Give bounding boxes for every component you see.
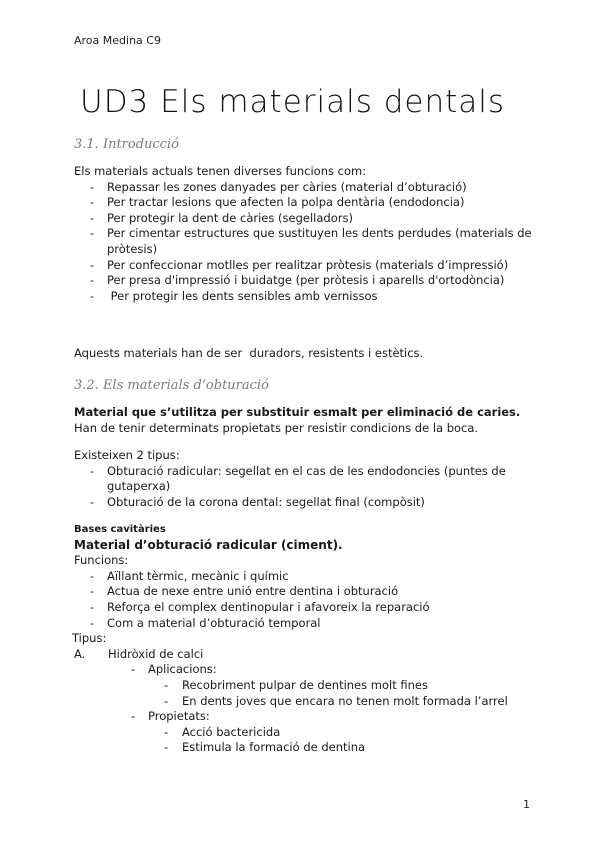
list-item: - Com a material d’obturació temporal	[74, 616, 544, 632]
list-item: - Obturació radicular: segellat en el cas de les endodoncies (puntes de gutaperxa)	[74, 464, 544, 495]
bases-title: Bases cavitàries	[74, 524, 166, 535]
list-item: - Per cimentar estructures que sustituyen les dents perdudes (materials de pròtesis)	[74, 226, 534, 257]
intro-text: Els materials actuals tenen diverses funcions com:	[74, 164, 367, 178]
page-number: 1	[523, 798, 530, 811]
page-title: UD3 Els materials dentals	[80, 84, 506, 120]
bases-subtitle: Material d’obturació radicular (ciment).	[74, 537, 343, 552]
list-item: - Per confeccionar motlles per realitzar pròtesis (materials d’impressió)	[74, 258, 534, 274]
obturacio-block	[74, 405, 544, 436]
list-item: - Per tractar lesions que afecten la polpa dentària (endodoncia)	[74, 195, 534, 211]
bases-block	[74, 522, 544, 756]
list-item: - Aïllant tèrmic, mecànic i químic	[74, 569, 544, 585]
list-item: - Obturació de la corona dental: segellat final (compòsit)	[74, 495, 544, 511]
intro-block	[74, 164, 534, 304]
obturacio-definition: Material que s’utilitza per substituir esmalt per eliminació de caries.	[74, 405, 521, 419]
list-item: - Estimula la formació de dentina	[74, 740, 544, 756]
list-item: - Per protegir les dents sensibles amb vernissos	[74, 289, 534, 305]
types-block	[74, 448, 544, 510]
list-marker: A.	[74, 646, 86, 661]
author-header: Aroa Medina C9	[74, 34, 161, 47]
list-item: - Reforça el complex dentinopular i afavoreix la reparació	[74, 600, 544, 616]
section-heading-introduccio: 3.1. Introducció	[74, 137, 179, 152]
list-item: - Per protegir la dent de càries (segelladors)	[74, 211, 534, 227]
types-intro: Existeixen 2 tipus:	[74, 448, 180, 462]
type-a-item	[74, 647, 544, 663]
properties-label: - Propietats:	[74, 709, 544, 725]
list-item: - Acció bactericida	[74, 725, 544, 741]
applications-label: - Aplicacions:	[74, 662, 544, 678]
list-item: - En dents joves que encara no tenen molt formada l’arrel	[74, 694, 522, 710]
list-item: - Repassar les zones danyades per càries (material d’obturació)	[74, 180, 534, 196]
functions-label: Funcions:	[74, 553, 129, 568]
list-item: - Actua de nexe entre unió entre dentina i obturació	[74, 584, 544, 600]
section-heading-obturacio: 3.2. Els materials d’obturació	[74, 378, 269, 393]
obturacio-requirements: Han de tenir determinats propietats per resistir condicions de la boca.	[74, 420, 479, 435]
type-a-label: Hidròxid de calci	[108, 646, 204, 661]
conclusion-text: Aquests materials han de ser duradors, resistents i estètics.	[74, 346, 424, 360]
list-item: - Per presa d'impressió i buidatge (per pròtesis i aparells d'ortodòncia)	[74, 273, 534, 289]
types-label: Tipus:	[72, 631, 107, 646]
list-item: - Recobriment pulpar de dentines molt fines	[74, 678, 544, 694]
